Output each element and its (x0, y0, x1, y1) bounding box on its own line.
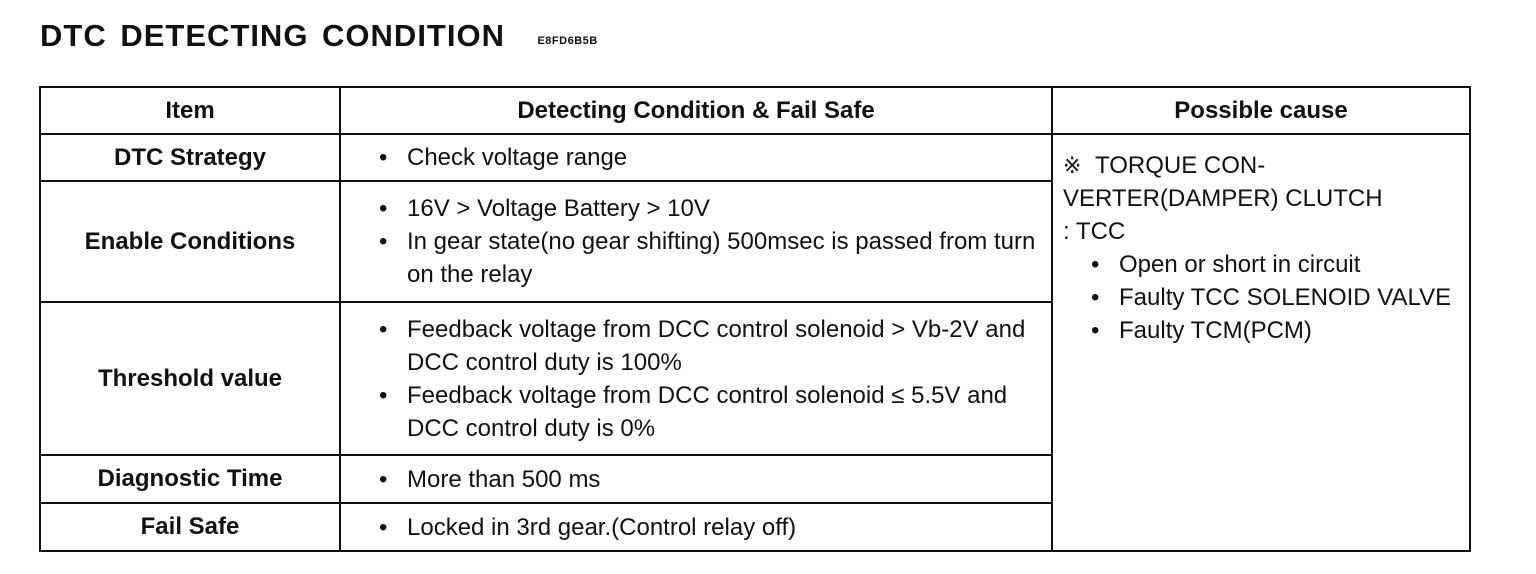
cause-heading-line-2: VERTER(DAMPER) CLUTCH (1063, 185, 1383, 212)
row-conditions (340, 503, 1052, 551)
list-item: • Locked in 3rd gear.(Control relay off) (379, 511, 1051, 544)
table-row (40, 134, 1470, 181)
list-item: • More than 500 ms (379, 463, 1051, 496)
reference-mark-icon: ※ (1063, 153, 1082, 178)
condition-list (341, 511, 1051, 544)
header-detecting-condition: Detecting Condition & Fail Safe (340, 87, 1052, 134)
cause-heading-line-3: : TCC (1063, 218, 1126, 245)
condition-list (341, 463, 1051, 496)
condition-list (341, 141, 1051, 174)
page-heading (40, 18, 598, 54)
document-code: E8FD6B5B (537, 35, 598, 47)
cause-heading-line-1 (1063, 149, 1461, 182)
list-item: • Faulty TCM(PCM) (1091, 314, 1461, 347)
row-item-label: Enable Conditions (40, 181, 340, 302)
list-item: • Open or short in circuit (1091, 248, 1461, 281)
list-item: • Feedback voltage from DCC control solenoid ≤ 5.5V and DCC control duty is 0% (379, 379, 1051, 445)
row-conditions (340, 181, 1052, 302)
condition-list (341, 313, 1051, 445)
header-possible-cause: Possible cause (1052, 87, 1470, 134)
row-item-label: Threshold value (40, 302, 340, 455)
row-item-label: Fail Safe (40, 503, 340, 551)
page-title: DTC DETECTING CONDITION (40, 18, 505, 53)
list-item: • Feedback voltage from DCC control solenoid > Vb-2V and DCC control duty is 100% (379, 313, 1051, 379)
possible-cause-cell (1052, 134, 1470, 551)
list-item: • In gear state(no gear shifting) 500msec is passed from turn on the relay (379, 225, 1051, 291)
row-conditions (340, 455, 1052, 503)
row-item-label: Diagnostic Time (40, 455, 340, 503)
row-conditions (340, 134, 1052, 181)
row-conditions (340, 302, 1052, 455)
list-item: • Check voltage range (379, 141, 1051, 174)
table-header-row (40, 87, 1470, 134)
list-item: • Faulty TCC SOLENOID VALVE (1091, 281, 1461, 314)
list-item: • 16V > Voltage Battery > 10V (379, 192, 1051, 225)
cause-heading-text-1: TORQUE CON- (1095, 152, 1266, 179)
row-item-label: DTC Strategy (40, 134, 340, 181)
header-item: Item (40, 87, 340, 134)
cause-list (1063, 248, 1461, 347)
dtc-condition-table (39, 86, 1471, 552)
condition-list (341, 192, 1051, 291)
